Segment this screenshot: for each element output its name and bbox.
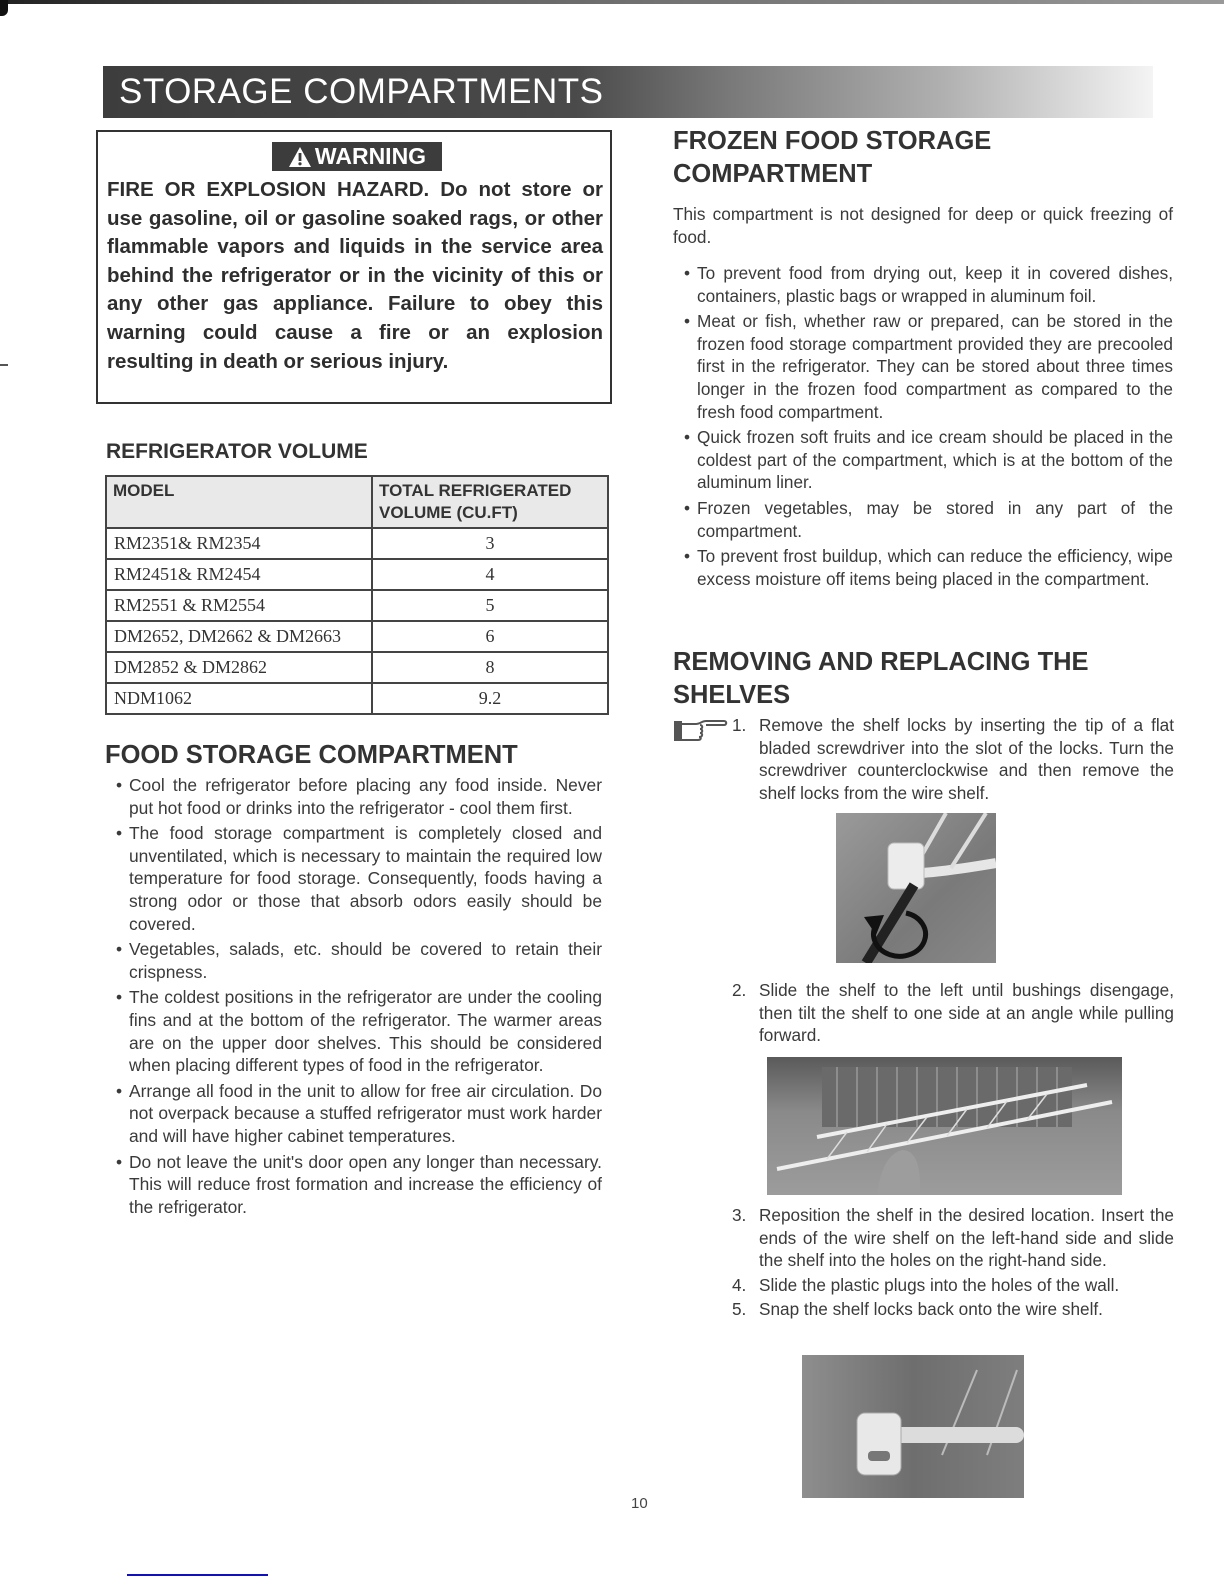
list-item: • Frozen vegetables, may be stored in any part of the compartment. [684, 497, 1173, 542]
table-row [106, 528, 608, 559]
model-cell: NDM1062 [106, 683, 372, 714]
model-cell: RM2351& RM2354 [106, 528, 372, 559]
warning-badge [272, 142, 442, 171]
list-item: • The food storage compartment is completely closed and unventilated, which is necessary to maintain the required low temperature for food storage. Consequently, foods having a strong odor or those that absorb odors easily should be covered. [116, 822, 602, 935]
section-banner [103, 66, 1153, 118]
table-row [106, 590, 608, 621]
volume-cell: 4 [372, 559, 608, 590]
table-row [106, 621, 608, 652]
volume-cell: 5 [372, 590, 608, 621]
step-item: 5. Snap the shelf locks back onto the wire shelf. [732, 1299, 1103, 1320]
frozen-storage-list [684, 262, 1173, 593]
warning-text: FIRE OR EXPLOSION HAZARD. Do not store or use gasoline, oil or gasoline soaked rags, or other flammable vapors and liquids in the service area behind the refrigerator or in the vicinity of this or any other gas appliance. Failure to obey this warning could cause a fire or an explosion resulting in death or serious injury. [107, 178, 603, 373]
volume-table [105, 475, 609, 715]
volume-cell: 9.2 [372, 683, 608, 714]
list-item: • Arrange all food in the unit to allow for free air circulation. Do not overpack because a stuffed refrigerator must work harder and will have higher cabinet temperatures. [116, 1080, 602, 1148]
frozen-storage-heading: FROZEN FOOD STORAGE COMPARTMENT [673, 127, 992, 188]
table-row [106, 652, 608, 683]
model-cell: DM2852 & DM2862 [106, 652, 372, 683]
list-item: • To prevent food from drying out, keep it in covered dishes, containers, plastic bags or wrapped in aluminum foil. [684, 262, 1173, 307]
margin-tick [0, 364, 8, 366]
page-number: 10 [631, 1495, 648, 1512]
frozen-storage-intro: This compartment is not designed for deep or quick freezing of food. [673, 204, 1173, 247]
list-item: • Vegetables, salads, etc. should be covered to retain their crispness. [116, 938, 602, 983]
shelves-heading: REMOVING AND REPLACING THE SHELVES [673, 648, 1089, 709]
shelf-lock-snap-photo [802, 1355, 1024, 1498]
scan-corner-mark [0, 0, 8, 16]
wire-shelf-tilt-photo [767, 1057, 1122, 1195]
bottom-link-underline[interactable] [127, 1574, 268, 1576]
volume-cell: 3 [372, 528, 608, 559]
list-item: • Meat or fish, whether raw or prepared, can be stored in the frozen food storage compartment provided they are precooled first in the refrigerator. They can be stored about three times longer in the frozen food compartment as compared to the fresh food compartment. [684, 310, 1173, 423]
shelves-step-list-1 [732, 714, 1174, 806]
food-storage-heading: FOOD STORAGE COMPARTMENT [105, 741, 518, 769]
warning-triangle-icon [288, 146, 312, 168]
list-item: • To prevent frost buildup, which can reduce the efficiency, wipe excess moisture off items being placed in the compartment. [684, 545, 1173, 590]
column-header-volume: TOTAL REFRIGERATED VOLUME (CU.FT) [372, 476, 608, 528]
model-cell: RM2451& RM2454 [106, 559, 372, 590]
list-item: • Cool the refrigerator before placing any food inside. Never put hot food or drinks into the refrigerator - cool them first. [116, 774, 602, 819]
page-title: STORAGE COMPARTMENTS [119, 72, 604, 111]
table-header-row [106, 476, 608, 528]
list-item: • Do not leave the unit's door open any longer than necessary. This will reduce frost formation and increase the efficiency of the refrigerator. [116, 1151, 602, 1219]
volume-cell: 8 [372, 652, 608, 683]
step-item: 4. Slide the plastic plugs into the holes of the wall. [732, 1274, 1120, 1295]
volume-heading: REFRIGERATOR VOLUME [106, 440, 368, 463]
list-item: • The coldest positions in the refrigerator are under the cooling fins and at the bottom of the refrigerator. The warmer areas are on the upper door shelves. This should be considered when placing different types of food in the refrigerator. [116, 986, 602, 1076]
warning-label: WARNING [314, 143, 427, 169]
volume-cell: 6 [372, 621, 608, 652]
step-item: 3. Reposition the shelf in the desired location. Insert the ends of the wire shelf on the left-hand side and slide the shelf into the holes on the right-hand side. [732, 1205, 1174, 1271]
column-header-model: MODEL [106, 476, 372, 528]
top-scan-edge [0, 0, 1224, 4]
step-item: 2. Slide the shelf to the left until bushings disengage, then tilt the shelf to one side at an angle while pulling forward. [732, 980, 1174, 1046]
pointing-hand-icon [673, 716, 729, 744]
food-storage-list [116, 774, 602, 1221]
table-row [106, 559, 608, 590]
model-cell: RM2551 & RM2554 [106, 590, 372, 621]
warning-box [96, 130, 612, 404]
table-row [106, 683, 608, 714]
model-cell: DM2652, DM2662 & DM2663 [106, 621, 372, 652]
step-item: 1. Remove the shelf locks by inserting the tip of a flat bladed screwdriver into the slot of the locks. Turn the screwdriver counterclockwise and then remove the shelf locks from the wire shelf. [732, 715, 1174, 803]
shelves-step-list-3 [732, 1204, 1174, 1323]
list-item: • Quick frozen soft fruits and ice cream should be placed in the coldest part of the compartment, which is at the bottom of the aluminum liner. [684, 426, 1173, 494]
shelf-lock-removal-photo [836, 813, 996, 963]
shelves-step-list-2 [732, 979, 1174, 1049]
